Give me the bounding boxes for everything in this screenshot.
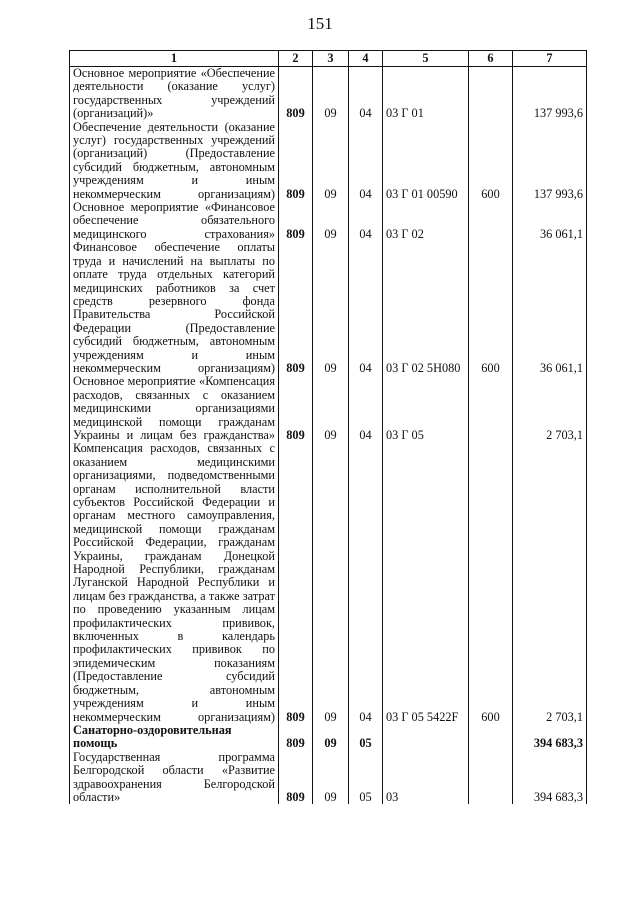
header-row (70, 51, 587, 67)
table-header (70, 51, 587, 67)
subdivision-code-cell: 04 (349, 375, 383, 442)
target-article-cell: 03 Г 05 (383, 375, 469, 442)
table-row (70, 121, 587, 201)
header-col-5: 5 (383, 51, 469, 67)
page-number: 151 (307, 14, 333, 33)
table-body (70, 67, 587, 805)
header-col-7: 7 (513, 51, 587, 67)
budget-table (69, 50, 587, 804)
table-row (70, 442, 587, 724)
table-row (70, 724, 587, 751)
amount-cell: 36 061,1 (513, 201, 587, 241)
target-article-cell: 03 Г 01 (383, 67, 469, 121)
division-code-cell: 09 (313, 751, 349, 805)
header-col-2: 2 (279, 51, 313, 67)
expense-type-cell (469, 375, 513, 442)
item-name-cell: Государственная программа Белгородской области «Развитие здравоохранения Белгородской области» (70, 751, 279, 805)
amount-cell: 137 993,6 (513, 67, 587, 121)
section-code-cell: 809 (279, 67, 313, 121)
table-row (70, 201, 587, 241)
table-row (70, 751, 587, 805)
amount-cell: 137 993,6 (513, 121, 587, 201)
division-code-cell: 09 (313, 724, 349, 751)
target-article-cell: 03 Г 05 5422F (383, 442, 469, 724)
division-code-cell: 09 (313, 375, 349, 442)
amount-cell: 394 683,3 (513, 751, 587, 805)
division-code-cell: 09 (313, 201, 349, 241)
item-name-cell: Основное мероприятие «Обеспечение деятельности (оказание услуг) государственных учреждений (организаций)» (70, 67, 279, 121)
target-article-cell (383, 724, 469, 751)
amount-cell: 2 703,1 (513, 375, 587, 442)
subdivision-code-cell: 05 (349, 751, 383, 805)
division-code-cell: 09 (313, 121, 349, 201)
section-code-cell: 809 (279, 375, 313, 442)
item-name-cell: Финансовое обеспечение оплаты труда и начислений на выплаты по оплате труда отдельных категорий медицинских работников за счет средств резервного фонда Правительства Российской Федерации (Предоставление субсидий бюджетным, автономным учреждениям и иным некоммерческим организациям) (70, 241, 279, 375)
header-col-1: 1 (70, 51, 279, 67)
subdivision-code-cell: 04 (349, 241, 383, 375)
header-col-3: 3 (313, 51, 349, 67)
expense-type-cell (469, 67, 513, 121)
item-name-cell: Основное мероприятие «Компенсация расходов, связанных с оказанием медицинскими организациями медицинской помощи гражданам Украины и лицам без гражданства» (70, 375, 279, 442)
subdivision-code-cell: 04 (349, 67, 383, 121)
expense-type-cell: 600 (469, 442, 513, 724)
table-row (70, 375, 587, 442)
header-col-6: 6 (469, 51, 513, 67)
target-article-cell: 03 Г 02 5Н080 (383, 241, 469, 375)
expense-type-cell (469, 201, 513, 241)
subdivision-code-cell: 04 (349, 442, 383, 724)
item-name-cell: Компенсация расходов, связанных с оказанием медицинскими организациями, подведомственными органам исполнительной власти субъектов Российской Федерации и органам местного самоуправления, медицинской помощи гражданам Российской Федерации, гражданам Украины, гражданам Донецкой Народной Республики, гражданам Луганской Народной Республики и лицам без гражданства, а также затрат по проведению указанным лицам профилактических прививок, включенных в календарь профилактических прививок по эпидемическим показаниям (Предоставление субсидий бюджетным, автономным учреждениям и иным некоммерческим организациям) (70, 442, 279, 724)
amount-cell: 394 683,3 (513, 724, 587, 751)
division-code-cell: 09 (313, 442, 349, 724)
section-code-cell: 809 (279, 751, 313, 805)
subdivision-code-cell: 04 (349, 121, 383, 201)
section-code-cell: 809 (279, 241, 313, 375)
section-code-cell: 809 (279, 201, 313, 241)
target-article-cell: 03 Г 02 (383, 201, 469, 241)
division-code-cell: 09 (313, 241, 349, 375)
subdivision-code-cell: 04 (349, 201, 383, 241)
amount-cell: 36 061,1 (513, 241, 587, 375)
section-code-cell: 809 (279, 121, 313, 201)
expense-type-cell (469, 724, 513, 751)
section-code-cell: 809 (279, 442, 313, 724)
table-row (70, 241, 587, 375)
table-row (70, 67, 587, 121)
target-article-cell: 03 (383, 751, 469, 805)
expense-type-cell (469, 751, 513, 805)
item-name-cell: Обеспечение деятельности (оказание услуг) государственных учреждений (организаций) (Предоставление субсидий бюджетным, автономным учреждениям и иным некоммерческим организациям) (70, 121, 279, 201)
target-article-cell: 03 Г 01 00590 (383, 121, 469, 201)
section-code-cell: 809 (279, 724, 313, 751)
item-name-cell: Санаторно-оздоровительная помощь (70, 724, 279, 751)
expense-type-cell: 600 (469, 121, 513, 201)
header-col-4: 4 (349, 51, 383, 67)
item-name-cell: Основное мероприятие «Финансовое обеспечение обязательного медицинского страхования» (70, 201, 279, 241)
amount-cell: 2 703,1 (513, 442, 587, 724)
expense-type-cell: 600 (469, 241, 513, 375)
subdivision-code-cell: 05 (349, 724, 383, 751)
division-code-cell: 09 (313, 67, 349, 121)
